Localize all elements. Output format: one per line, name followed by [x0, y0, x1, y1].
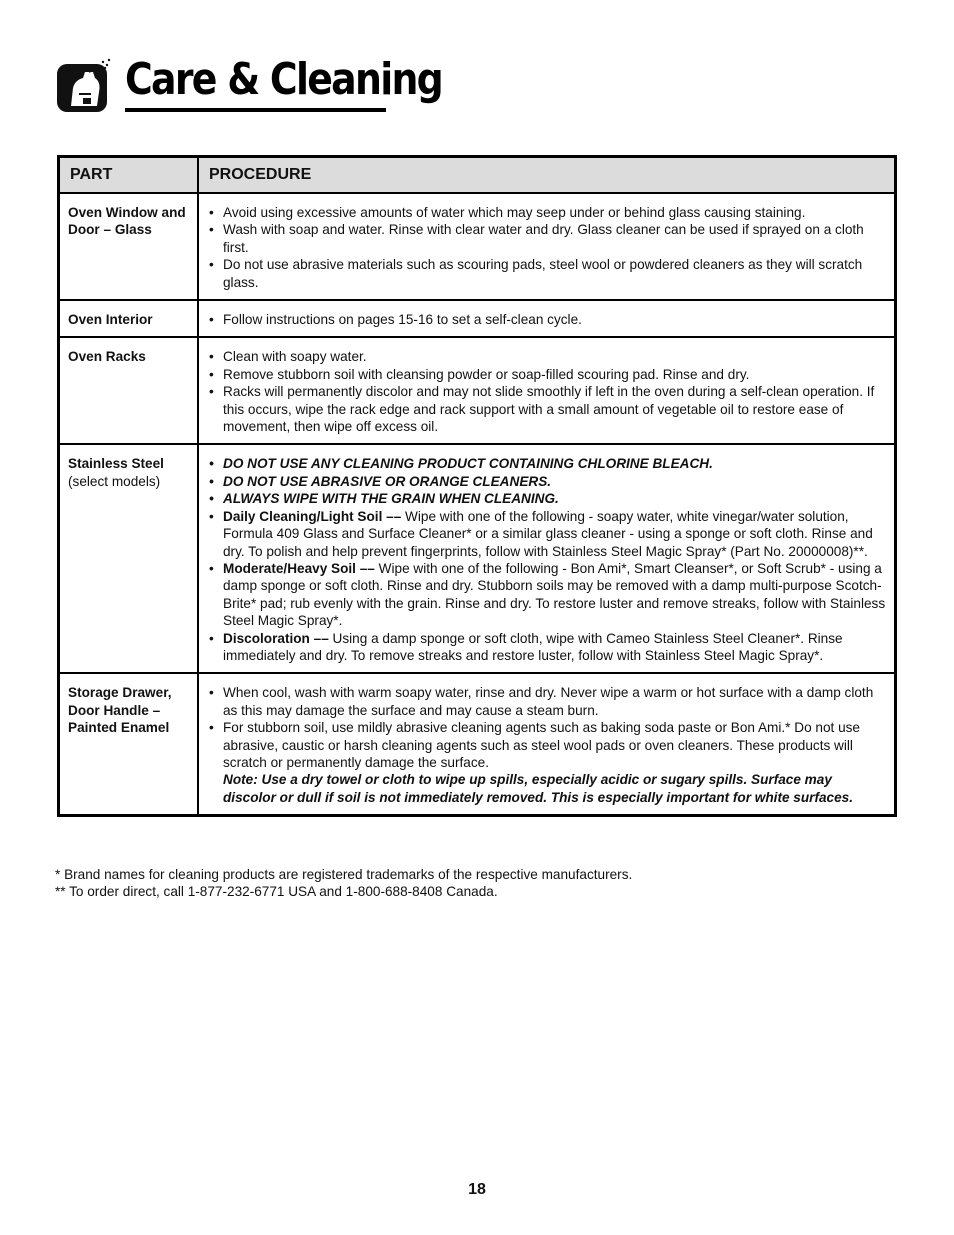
- warning-item: • ALWAYS WIPE WITH THE GRAIN WHEN CLEANING.: [209, 490, 886, 507]
- warning-item: • DO NOT USE ABRASIVE OR ORANGE CLEANERS.: [209, 473, 886, 490]
- procedure-item: • Follow instructions on pages 15-16 to set a self-clean cycle.: [209, 311, 886, 328]
- procedure-item: • Wash with soap and water. Rinse with clear water and dry. Glass cleaner can be used if sprayed on a cloth first.: [209, 221, 886, 256]
- part-cell: [60, 337, 198, 444]
- procedure-item: • Racks will permanently discolor and may not slide smoothly if left in the oven during a self-clean operation. If this occurs, wipe the rack edge and rack support with a small amount of vegetable oil to restore ease of movement, then wipe off excess oil.: [209, 383, 886, 435]
- cleaning-table: [57, 155, 897, 817]
- item-label: Moderate/Heavy Soil ––: [223, 560, 375, 576]
- table-row: [60, 193, 894, 300]
- item-text: Using a damp sponge or soft cloth, wipe with Cameo Stainless Steel Cleaner*. Rinse immediately and dry. To remove streaks and restore luster, follow with Stainless Steel Magic Spray*.: [223, 630, 843, 663]
- footnote: ** To order direct, call 1-877-232-6771 USA and 1-800-688-8408 Canada.: [55, 884, 498, 899]
- part-cell: [60, 193, 198, 300]
- part-cell: [60, 300, 198, 337]
- page-header: [55, 50, 443, 118]
- part-name: Storage Drawer, Door Handle – Painted Enamel: [68, 685, 172, 736]
- procedure-cell: [198, 300, 894, 337]
- part-cell: [60, 444, 198, 673]
- procedure-cell: [198, 337, 894, 444]
- table-row: [60, 300, 894, 337]
- table-row: [60, 444, 894, 673]
- page-number: 18: [468, 1181, 486, 1198]
- procedure-cell: [198, 193, 894, 300]
- title-underline: [125, 108, 386, 112]
- page-title: Care & Cleaning: [125, 54, 443, 105]
- cleaning-spray-bottle-icon: [55, 58, 111, 114]
- procedure-cell: [198, 444, 894, 673]
- column-header-part: PART: [60, 158, 198, 193]
- item-text: Wipe with one of the following - soapy water, white vinegar/water solution, Formula 409 Glass and Surface Cleaner* or a similar glass cleaner - using a sponge or soft cloth. Rinse and dry. To polish and help prevent fingerprints, follow with Stainless Steel Magic Spray* (Part No. 20000008)**.: [223, 508, 873, 559]
- item-text: Wipe with one of the following - Bon Ami*, Smart Cleanser*, or Soft Scrub* - using a damp sponge or soft cloth. Rinse and dry. Stubborn soils may be removed with a damp multi-purpose Scotch-Brite* pad; rub evenly with the grain. Rinse and dry. To restore luster and remove streaks, follow with Stainless Steel Magic Spray*.: [223, 560, 886, 629]
- part-name: Oven Window and Door – Glass: [68, 205, 186, 238]
- table-header-row: [60, 158, 894, 193]
- column-header-procedure: PROCEDURE: [198, 158, 894, 193]
- procedure-item: • Remove stubborn soil with cleansing powder or soap-filled scouring pad. Rinse and dry.: [209, 366, 886, 383]
- part-name: Oven Interior: [68, 312, 153, 328]
- procedure-item: • When cool, wash with warm soapy water, rinse and dry. Never wipe a warm or hot surface with a damp cloth as this may damage the surface and may cause a steam burn.: [209, 684, 886, 719]
- table-row: [60, 673, 894, 814]
- procedure-item: [209, 630, 886, 665]
- item-label: Daily Cleaning/Light Soil ––: [223, 508, 402, 524]
- part-name: Stainless Steel: [68, 456, 164, 472]
- procedure-item: • Clean with soapy water.: [209, 348, 886, 365]
- procedure-note: Note: Use a dry towel or cloth to wipe up spills, especially acidic or sugary spills. Surface may discolor or dull if soil is not immediately removed. This is especially important for white surfaces.: [223, 772, 854, 805]
- procedure-item: • Avoid using excessive amounts of water which may seep under or behind glass causing staining.: [209, 204, 886, 221]
- part-name: Oven Racks: [68, 349, 146, 365]
- footnotes: [55, 866, 632, 900]
- warning-item: • DO NOT USE ANY CLEANING PRODUCT CONTAINING CHLORINE BLEACH.: [209, 455, 886, 472]
- procedure-item: • For stubborn soil, use mildly abrasive cleaning agents such as baking soda paste or Bon Ami.* Do not use abrasive, caustic or harsh cleaning agents such as steel wool pads or oven cleaners. These products will scratch or permanently damage the surface.: [209, 719, 886, 771]
- item-label: Discoloration ––: [223, 630, 329, 646]
- procedure-cell: [198, 673, 894, 814]
- table-row: [60, 337, 894, 444]
- procedure-item: • Do not use abrasive materials such as scouring pads, steel wool or powdered cleaners as they will scratch glass.: [209, 256, 886, 291]
- part-cell: [60, 673, 198, 814]
- procedure-item: [209, 560, 886, 630]
- footnote: * Brand names for cleaning products are registered trademarks of the respective manufacturers.: [55, 867, 633, 882]
- procedure-item: [209, 508, 886, 560]
- part-note: (select models): [68, 473, 161, 489]
